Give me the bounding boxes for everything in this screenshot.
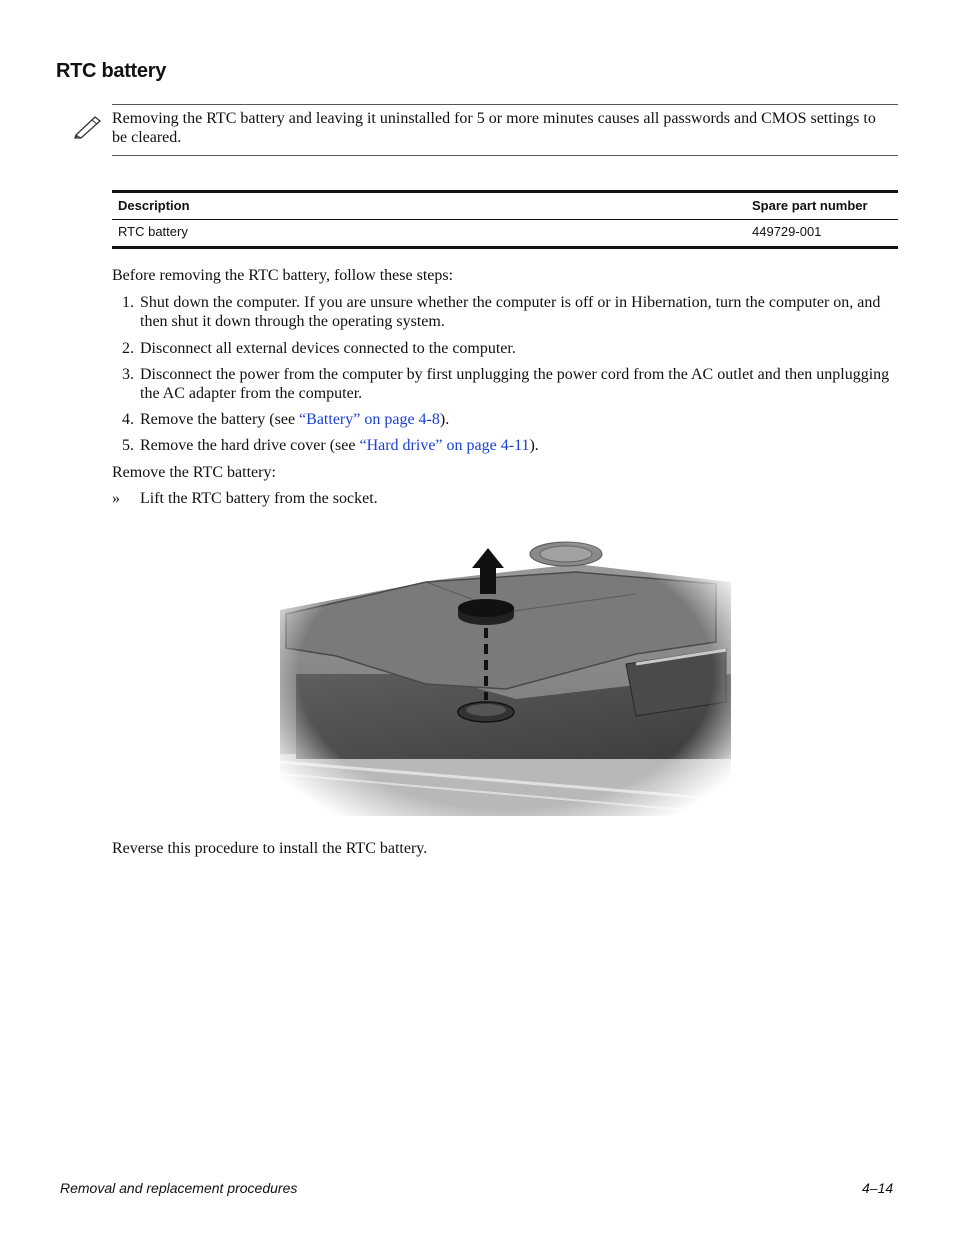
reverse-text: Reverse this procedure to install the RTC battery.	[112, 840, 428, 857]
list-number: 3.	[122, 366, 134, 383]
list-text-after: ).	[439, 411, 450, 428]
note-top-rule	[112, 104, 898, 105]
list-number: 4.	[122, 411, 134, 428]
section-heading: RTC battery	[56, 60, 167, 82]
rtc-battery-removal-illustration	[276, 524, 736, 824]
list-number: 2.	[122, 340, 134, 357]
list-text: Shut down the computer. If you are unsure whether the computer is off or in Hibernation, turn the computer on, and then shut it down through the operating system.	[140, 294, 881, 330]
note-bottom-rule	[112, 155, 898, 156]
footer-section-title: Removal and replacement procedures	[60, 1180, 298, 1196]
list-text	[140, 410, 898, 429]
table-cell-description: RTC battery	[112, 220, 746, 248]
list-text	[140, 436, 898, 455]
battery-page-link[interactable]: “Battery” on page 4-8	[299, 411, 440, 428]
list-number: 1.	[122, 294, 134, 311]
hard-drive-page-link[interactable]: “Hard drive” on page 4-11	[359, 437, 530, 454]
table-header-spare-part: Spare part number	[746, 192, 898, 220]
note-text: Removing the RTC battery and leaving it uninstalled for 5 or more minutes causes all passwords and CMOS settings to be cleared.	[112, 110, 876, 146]
list-text: Disconnect the power from the computer by first unplugging the power cord from the AC outlet and then unplugging the AC adapter from the computer.	[140, 366, 890, 402]
list-number: 5.	[122, 437, 134, 454]
list-item	[112, 339, 898, 358]
list-text: Disconnect all external devices connected to the computer.	[140, 340, 516, 357]
sub-step-bullet: »	[112, 490, 120, 507]
list-text-before: Remove the hard drive cover (see	[140, 437, 360, 454]
list-text-before: Remove the battery (see	[140, 411, 300, 428]
table-cell-part-number: 449729-001	[746, 220, 898, 248]
intro-text: Before removing the RTC battery, follow these steps:	[112, 267, 454, 284]
remove-intro-text: Remove the RTC battery:	[112, 464, 276, 481]
sub-step-text: Lift the RTC battery from the socket.	[140, 490, 378, 507]
table-row	[112, 220, 898, 248]
sub-step-item	[112, 489, 898, 508]
list-item	[112, 293, 898, 331]
list-item	[112, 436, 898, 455]
pencil-note-icon	[73, 113, 103, 139]
table-header-row	[112, 192, 898, 220]
table-header-description: Description	[112, 192, 746, 220]
footer-page-number: 4–14	[862, 1180, 894, 1196]
list-item	[112, 365, 898, 403]
list-text-after: ).	[529, 437, 539, 454]
list-item	[112, 410, 898, 429]
spare-parts-table	[112, 190, 898, 249]
